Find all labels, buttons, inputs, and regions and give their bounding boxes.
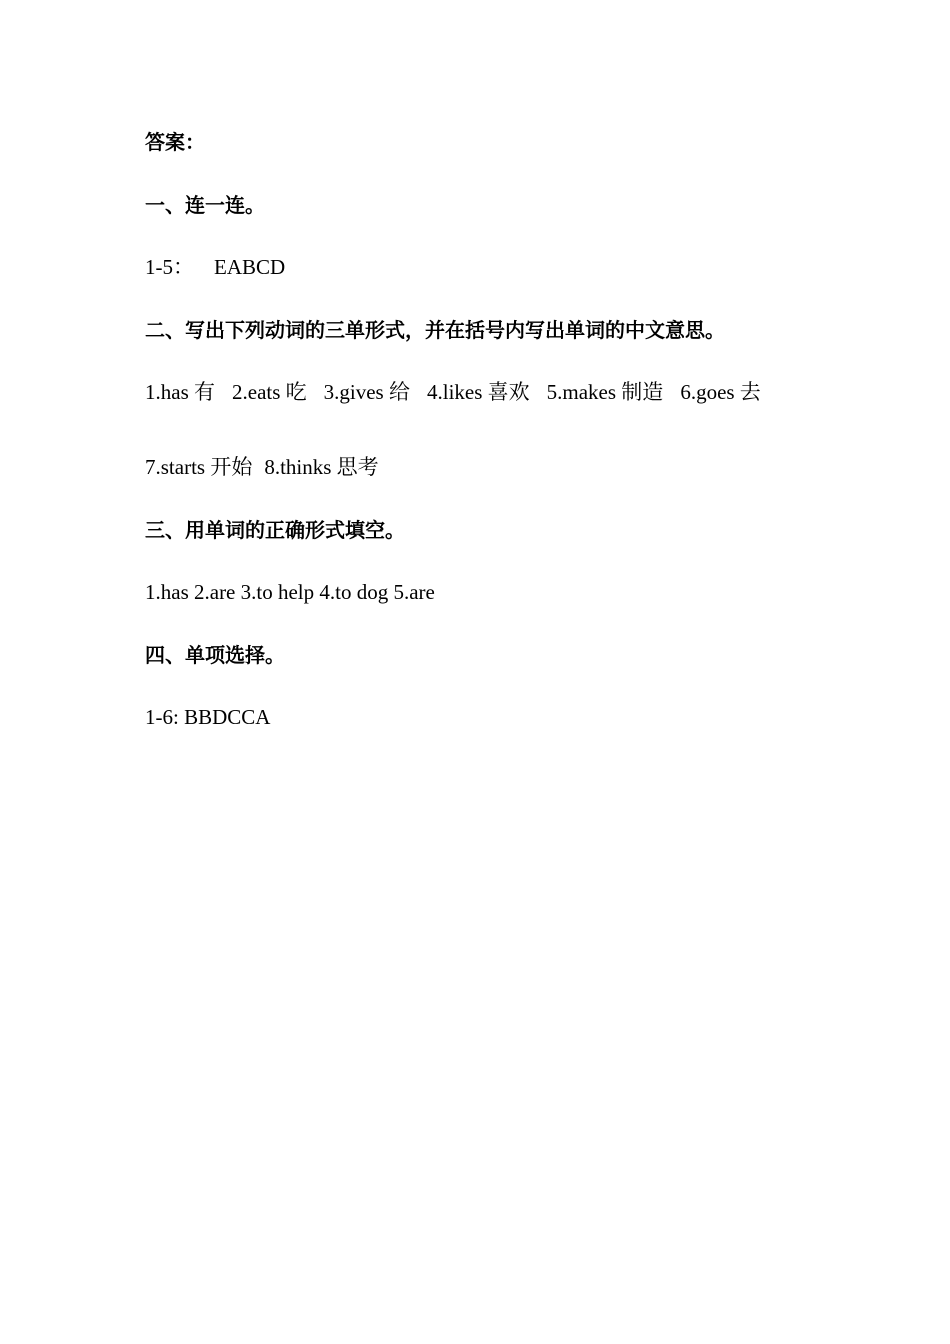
section-2-answer-row-2	[145, 453, 391, 481]
section-2-heading: 二、写出下列动词的三单形式，并在括号内写出单词的中文意思。	[145, 318, 725, 342]
section-2-item-6: 6.goes 去	[680, 380, 761, 404]
section-2-item-7: 7.starts 开始	[145, 455, 253, 479]
section-2-item-2: 2.eats 吃	[232, 380, 307, 404]
section-1-answer-value: EABCD	[214, 255, 286, 279]
section-1-answer-label: 1-5：	[145, 255, 194, 279]
section-2-item-8: 8.thinks 思考	[264, 455, 379, 479]
section-2-item-4: 4.likes 喜欢	[426, 380, 530, 404]
section-3-heading: 三、用单词的正确形式填空。	[145, 518, 405, 542]
section-2-item-1: 1.has 有	[145, 380, 215, 404]
section-3-answer: 1.has 2.are 3.to help 4.to dog 5.are	[145, 580, 435, 604]
section-4-heading: 四、单项选择。	[145, 643, 285, 667]
section-2-item-5: 5.makes 制造	[546, 380, 664, 404]
document-title: 答案：	[145, 130, 205, 154]
section-4-answer: 1-6: BBDCCA	[145, 705, 271, 729]
section-1-heading: 一、连一连。	[145, 193, 265, 217]
section-2-answer-row-1	[145, 378, 778, 406]
section-2-item-3: 3.gives 给	[323, 380, 410, 404]
section-1-answer	[145, 253, 285, 281]
